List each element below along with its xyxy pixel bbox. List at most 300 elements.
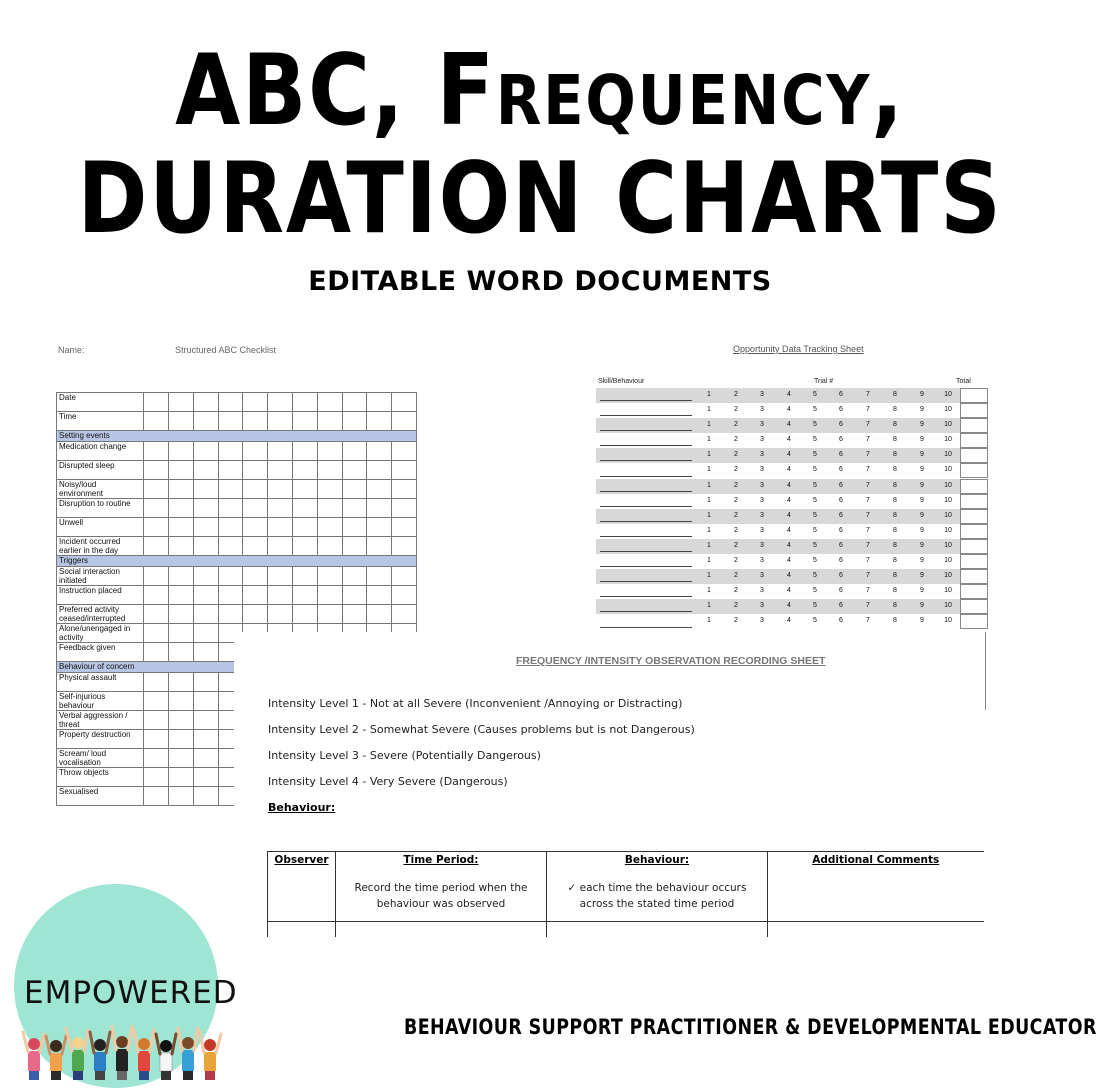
trial-number[interactable]: 10	[944, 421, 952, 429]
trial-number[interactable]: 4	[787, 406, 791, 414]
trial-number[interactable]: 6	[839, 526, 843, 534]
total-box[interactable]	[960, 584, 988, 599]
abc-check-cell[interactable]	[367, 499, 392, 518]
trial-number[interactable]: 1	[707, 451, 711, 459]
total-box[interactable]	[960, 418, 988, 433]
trial-number[interactable]: 9	[920, 436, 924, 444]
abc-check-cell[interactable]	[342, 461, 367, 480]
abc-check-cell[interactable]	[243, 393, 268, 412]
total-box[interactable]	[960, 403, 988, 418]
abc-check-cell[interactable]	[292, 499, 317, 518]
abc-check-cell[interactable]	[268, 586, 293, 605]
abc-check-cell[interactable]	[144, 442, 169, 461]
trial-number[interactable]: 1	[707, 496, 711, 504]
trial-number[interactable]: 3	[760, 587, 764, 595]
trial-number[interactable]: 5	[813, 587, 817, 595]
trial-number[interactable]: 2	[734, 572, 738, 580]
trial-number[interactable]: 6	[839, 572, 843, 580]
abc-check-cell[interactable]	[218, 442, 243, 461]
trial-number[interactable]: 9	[920, 451, 924, 459]
abc-check-cell[interactable]	[392, 393, 417, 412]
skill-entry-line[interactable]	[600, 596, 692, 597]
abc-check-cell[interactable]	[392, 567, 417, 586]
comments-cell[interactable]	[768, 922, 984, 937]
trial-number[interactable]: 7	[866, 602, 870, 610]
abc-check-cell[interactable]	[342, 499, 367, 518]
trial-number[interactable]: 3	[760, 481, 764, 489]
skill-entry-line[interactable]	[600, 430, 692, 431]
total-box[interactable]	[960, 524, 988, 539]
trial-number[interactable]: 9	[920, 526, 924, 534]
abc-check-cell[interactable]	[144, 624, 169, 643]
skill-entry-line[interactable]	[600, 627, 692, 628]
abc-check-cell[interactable]	[144, 673, 169, 692]
trial-number[interactable]: 7	[866, 511, 870, 519]
trial-number[interactable]: 5	[813, 406, 817, 414]
abc-check-cell[interactable]	[392, 499, 417, 518]
trial-number[interactable]: 5	[813, 451, 817, 459]
trial-number[interactable]: 9	[920, 587, 924, 595]
skill-entry-line[interactable]	[600, 476, 692, 477]
trial-number[interactable]: 4	[787, 391, 791, 398]
trial-number[interactable]: 6	[839, 541, 843, 549]
trial-number[interactable]: 2	[734, 511, 738, 519]
abc-check-cell[interactable]	[392, 480, 417, 499]
trial-number[interactable]: 6	[839, 466, 843, 474]
trial-number[interactable]: 7	[866, 436, 870, 444]
trial-number[interactable]: 4	[787, 466, 791, 474]
trial-number[interactable]: 8	[893, 496, 897, 504]
trial-number[interactable]: 10	[944, 526, 952, 534]
abc-check-cell[interactable]	[144, 586, 169, 605]
trial-number[interactable]: 2	[734, 451, 738, 459]
trial-number[interactable]: 5	[813, 602, 817, 610]
total-box[interactable]	[960, 509, 988, 524]
abc-check-cell[interactable]	[144, 711, 169, 730]
abc-check-cell[interactable]	[193, 586, 218, 605]
trial-number[interactable]: 3	[760, 451, 764, 459]
trial-number[interactable]: 5	[813, 466, 817, 474]
abc-check-cell[interactable]	[169, 461, 194, 480]
trial-number[interactable]: 10	[944, 451, 952, 459]
trial-number[interactable]: 8	[893, 406, 897, 414]
abc-check-cell[interactable]	[169, 393, 194, 412]
trial-number[interactable]: 9	[920, 617, 924, 625]
abc-check-cell[interactable]	[193, 787, 218, 806]
trial-number[interactable]: 4	[787, 602, 791, 610]
skill-entry-line[interactable]	[600, 400, 692, 401]
total-box[interactable]	[960, 539, 988, 554]
abc-check-cell[interactable]	[193, 730, 218, 749]
trial-number[interactable]: 8	[893, 526, 897, 534]
abc-check-cell[interactable]	[292, 605, 317, 624]
abc-check-cell[interactable]	[169, 586, 194, 605]
trial-number[interactable]: 2	[734, 526, 738, 534]
trial-number[interactable]: 4	[787, 617, 791, 625]
abc-check-cell[interactable]	[292, 442, 317, 461]
abc-check-cell[interactable]	[193, 567, 218, 586]
abc-check-cell[interactable]	[144, 643, 169, 662]
trial-number[interactable]: 7	[866, 451, 870, 459]
trial-number[interactable]: 3	[760, 557, 764, 565]
trial-number[interactable]: 9	[920, 421, 924, 429]
trial-number[interactable]: 7	[866, 466, 870, 474]
abc-check-cell[interactable]	[193, 692, 218, 711]
abc-check-cell[interactable]	[268, 567, 293, 586]
trial-number[interactable]: 3	[760, 602, 764, 610]
abc-check-cell[interactable]	[392, 586, 417, 605]
abc-check-cell[interactable]	[292, 537, 317, 556]
trial-number[interactable]: 9	[920, 466, 924, 474]
abc-check-cell[interactable]	[292, 567, 317, 586]
total-box[interactable]	[960, 479, 988, 494]
trial-number[interactable]: 2	[734, 466, 738, 474]
abc-check-cell[interactable]	[193, 643, 218, 662]
trial-number[interactable]: 3	[760, 617, 764, 625]
trial-number[interactable]: 3	[760, 496, 764, 504]
abc-check-cell[interactable]	[218, 586, 243, 605]
abc-check-cell[interactable]	[367, 480, 392, 499]
abc-check-cell[interactable]	[218, 537, 243, 556]
trial-number[interactable]: 10	[944, 541, 952, 549]
trial-number[interactable]: 3	[760, 436, 764, 444]
trial-number[interactable]: 2	[734, 617, 738, 625]
trial-number[interactable]: 8	[893, 541, 897, 549]
skill-entry-line[interactable]	[600, 611, 692, 612]
trial-number[interactable]: 3	[760, 526, 764, 534]
abc-check-cell[interactable]	[243, 499, 268, 518]
abc-check-cell[interactable]	[342, 480, 367, 499]
abc-check-cell[interactable]	[268, 412, 293, 431]
abc-check-cell[interactable]	[367, 412, 392, 431]
abc-check-cell[interactable]	[268, 461, 293, 480]
abc-check-cell[interactable]	[218, 518, 243, 537]
trial-number[interactable]: 8	[893, 436, 897, 444]
abc-check-cell[interactable]	[292, 586, 317, 605]
abc-check-cell[interactable]	[243, 442, 268, 461]
abc-check-cell[interactable]	[317, 537, 342, 556]
trial-number[interactable]: 6	[839, 617, 843, 625]
trial-number[interactable]: 6	[839, 557, 843, 565]
trial-number[interactable]: 10	[944, 587, 952, 595]
trial-number[interactable]: 7	[866, 406, 870, 414]
trial-number[interactable]: 4	[787, 421, 791, 429]
trial-number[interactable]: 4	[787, 526, 791, 534]
abc-check-cell[interactable]	[268, 393, 293, 412]
abc-check-cell[interactable]	[268, 605, 293, 624]
trial-number[interactable]: 9	[920, 481, 924, 489]
abc-check-cell[interactable]	[193, 768, 218, 787]
abc-check-cell[interactable]	[243, 605, 268, 624]
abc-check-cell[interactable]	[169, 480, 194, 499]
trial-number[interactable]: 8	[893, 391, 897, 398]
abc-check-cell[interactable]	[243, 461, 268, 480]
trial-number[interactable]: 7	[866, 391, 870, 398]
abc-check-cell[interactable]	[268, 537, 293, 556]
trial-number[interactable]: 2	[734, 481, 738, 489]
trial-number[interactable]: 1	[707, 511, 711, 519]
trial-number[interactable]: 8	[893, 481, 897, 489]
trial-number[interactable]: 5	[813, 511, 817, 519]
abc-check-cell[interactable]	[218, 393, 243, 412]
trial-number[interactable]: 4	[787, 481, 791, 489]
abc-check-cell[interactable]	[342, 442, 367, 461]
abc-check-cell[interactable]	[317, 499, 342, 518]
skill-entry-line[interactable]	[600, 445, 692, 446]
skill-entry-line[interactable]	[600, 536, 692, 537]
trial-number[interactable]: 2	[734, 496, 738, 504]
skill-entry-line[interactable]	[600, 506, 692, 507]
abc-check-cell[interactable]	[169, 787, 194, 806]
trial-number[interactable]: 3	[760, 541, 764, 549]
abc-check-cell[interactable]	[193, 749, 218, 768]
abc-check-cell[interactable]	[144, 768, 169, 787]
trial-number[interactable]: 4	[787, 572, 791, 580]
abc-check-cell[interactable]	[169, 730, 194, 749]
abc-check-cell[interactable]	[268, 499, 293, 518]
abc-check-cell[interactable]	[317, 605, 342, 624]
trial-number[interactable]: 1	[707, 481, 711, 489]
trial-number[interactable]: 3	[760, 406, 764, 414]
abc-check-cell[interactable]	[169, 412, 194, 431]
abc-check-cell[interactable]	[342, 567, 367, 586]
trial-number[interactable]: 7	[866, 557, 870, 565]
abc-check-cell[interactable]	[392, 605, 417, 624]
abc-check-cell[interactable]	[218, 605, 243, 624]
trial-number[interactable]: 3	[760, 572, 764, 580]
trial-number[interactable]: 10	[944, 406, 952, 414]
time-period-cell[interactable]	[336, 922, 547, 937]
trial-number[interactable]: 6	[839, 391, 843, 398]
abc-check-cell[interactable]	[169, 605, 194, 624]
abc-check-cell[interactable]	[317, 461, 342, 480]
abc-check-cell[interactable]	[193, 537, 218, 556]
trial-number[interactable]: 5	[813, 557, 817, 565]
trial-number[interactable]: 6	[839, 511, 843, 519]
abc-check-cell[interactable]	[193, 461, 218, 480]
skill-entry-line[interactable]	[600, 460, 692, 461]
trial-number[interactable]: 6	[839, 481, 843, 489]
trial-number[interactable]: 5	[813, 617, 817, 625]
trial-number[interactable]: 4	[787, 511, 791, 519]
abc-check-cell[interactable]	[243, 518, 268, 537]
abc-check-cell[interactable]	[144, 537, 169, 556]
abc-check-cell[interactable]	[392, 412, 417, 431]
abc-check-cell[interactable]	[193, 480, 218, 499]
abc-check-cell[interactable]	[367, 393, 392, 412]
abc-check-cell[interactable]	[243, 537, 268, 556]
abc-check-cell[interactable]	[292, 461, 317, 480]
abc-check-cell[interactable]	[268, 442, 293, 461]
abc-check-cell[interactable]	[317, 442, 342, 461]
abc-check-cell[interactable]	[169, 567, 194, 586]
trial-number[interactable]: 9	[920, 391, 924, 398]
trial-number[interactable]: 1	[707, 391, 711, 398]
trial-number[interactable]: 2	[734, 587, 738, 595]
trial-number[interactable]: 6	[839, 421, 843, 429]
abc-check-cell[interactable]	[193, 393, 218, 412]
trial-number[interactable]: 4	[787, 436, 791, 444]
abc-check-cell[interactable]	[268, 480, 293, 499]
abc-check-cell[interactable]	[144, 567, 169, 586]
abc-check-cell[interactable]	[342, 586, 367, 605]
abc-check-cell[interactable]	[392, 461, 417, 480]
trial-number[interactable]: 2	[734, 602, 738, 610]
abc-check-cell[interactable]	[193, 605, 218, 624]
abc-check-cell[interactable]	[193, 412, 218, 431]
abc-check-cell[interactable]	[218, 567, 243, 586]
trial-number[interactable]: 10	[944, 617, 952, 625]
abc-check-cell[interactable]	[144, 499, 169, 518]
skill-entry-line[interactable]	[600, 415, 692, 416]
total-box[interactable]	[960, 448, 988, 463]
trial-number[interactable]: 5	[813, 541, 817, 549]
abc-check-cell[interactable]	[218, 461, 243, 480]
abc-check-cell[interactable]	[367, 605, 392, 624]
trial-number[interactable]: 7	[866, 526, 870, 534]
abc-check-cell[interactable]	[144, 787, 169, 806]
abc-check-cell[interactable]	[317, 586, 342, 605]
trial-number[interactable]: 5	[813, 481, 817, 489]
abc-check-cell[interactable]	[193, 499, 218, 518]
abc-check-cell[interactable]	[169, 499, 194, 518]
trial-number[interactable]: 8	[893, 557, 897, 565]
abc-check-cell[interactable]	[169, 711, 194, 730]
abc-check-cell[interactable]	[243, 480, 268, 499]
behaviour-cell[interactable]	[547, 922, 768, 937]
trial-number[interactable]: 8	[893, 421, 897, 429]
abc-check-cell[interactable]	[342, 605, 367, 624]
trial-number[interactable]: 9	[920, 572, 924, 580]
trial-number[interactable]: 10	[944, 602, 952, 610]
total-box[interactable]	[960, 388, 988, 403]
trial-number[interactable]: 2	[734, 557, 738, 565]
trial-number[interactable]: 7	[866, 587, 870, 595]
abc-check-cell[interactable]	[367, 518, 392, 537]
abc-check-cell[interactable]	[367, 586, 392, 605]
trial-number[interactable]: 5	[813, 391, 817, 398]
trial-number[interactable]: 6	[839, 496, 843, 504]
abc-check-cell[interactable]	[317, 412, 342, 431]
trial-number[interactable]: 10	[944, 572, 952, 580]
trial-number[interactable]: 7	[866, 421, 870, 429]
abc-check-cell[interactable]	[367, 442, 392, 461]
abc-check-cell[interactable]	[292, 412, 317, 431]
abc-check-cell[interactable]	[392, 518, 417, 537]
trial-number[interactable]: 7	[866, 481, 870, 489]
trial-number[interactable]: 5	[813, 572, 817, 580]
abc-check-cell[interactable]	[342, 393, 367, 412]
trial-number[interactable]: 5	[813, 421, 817, 429]
trial-number[interactable]: 4	[787, 496, 791, 504]
total-box[interactable]	[960, 554, 988, 569]
trial-number[interactable]: 3	[760, 421, 764, 429]
trial-number[interactable]: 7	[866, 617, 870, 625]
abc-check-cell[interactable]	[292, 518, 317, 537]
trial-number[interactable]: 1	[707, 406, 711, 414]
skill-entry-line[interactable]	[600, 551, 692, 552]
abc-check-cell[interactable]	[144, 461, 169, 480]
trial-number[interactable]: 1	[707, 526, 711, 534]
trial-number[interactable]: 2	[734, 406, 738, 414]
trial-number[interactable]: 4	[787, 541, 791, 549]
abc-check-cell[interactable]	[317, 518, 342, 537]
trial-number[interactable]: 6	[839, 406, 843, 414]
abc-check-cell[interactable]	[193, 673, 218, 692]
trial-number[interactable]: 9	[920, 541, 924, 549]
abc-check-cell[interactable]	[367, 461, 392, 480]
trial-number[interactable]: 8	[893, 602, 897, 610]
trial-number[interactable]: 7	[866, 496, 870, 504]
abc-check-cell[interactable]	[218, 499, 243, 518]
trial-number[interactable]: 2	[734, 436, 738, 444]
abc-check-cell[interactable]	[144, 730, 169, 749]
total-box[interactable]	[960, 599, 988, 614]
trial-number[interactable]: 9	[920, 602, 924, 610]
abc-check-cell[interactable]	[367, 537, 392, 556]
trial-number[interactable]: 1	[707, 436, 711, 444]
trial-number[interactable]: 3	[760, 511, 764, 519]
abc-check-cell[interactable]	[342, 518, 367, 537]
trial-number[interactable]: 8	[893, 466, 897, 474]
trial-number[interactable]: 5	[813, 496, 817, 504]
trial-number[interactable]: 1	[707, 587, 711, 595]
trial-number[interactable]: 10	[944, 511, 952, 519]
abc-check-cell[interactable]	[342, 537, 367, 556]
skill-entry-line[interactable]	[600, 521, 692, 522]
trial-number[interactable]: 1	[707, 602, 711, 610]
abc-check-cell[interactable]	[292, 480, 317, 499]
trial-number[interactable]: 5	[813, 436, 817, 444]
abc-check-cell[interactable]	[193, 711, 218, 730]
abc-check-cell[interactable]	[169, 749, 194, 768]
trial-number[interactable]: 2	[734, 421, 738, 429]
trial-number[interactable]: 8	[893, 587, 897, 595]
trial-number[interactable]: 9	[920, 406, 924, 414]
total-box[interactable]	[960, 569, 988, 584]
abc-check-cell[interactable]	[193, 518, 218, 537]
trial-number[interactable]: 1	[707, 557, 711, 565]
abc-check-cell[interactable]	[243, 586, 268, 605]
abc-check-cell[interactable]	[392, 537, 417, 556]
trial-number[interactable]: 9	[920, 496, 924, 504]
abc-check-cell[interactable]	[243, 412, 268, 431]
abc-check-cell[interactable]	[367, 567, 392, 586]
trial-number[interactable]: 1	[707, 421, 711, 429]
trial-number[interactable]: 8	[893, 511, 897, 519]
trial-number[interactable]: 3	[760, 466, 764, 474]
trial-number[interactable]: 7	[866, 572, 870, 580]
abc-check-cell[interactable]	[193, 442, 218, 461]
abc-check-cell[interactable]	[169, 518, 194, 537]
trial-number[interactable]: 6	[839, 587, 843, 595]
abc-check-cell[interactable]	[169, 624, 194, 643]
trial-number[interactable]: 1	[707, 572, 711, 580]
trial-number[interactable]: 4	[787, 451, 791, 459]
trial-number[interactable]: 10	[944, 436, 952, 444]
abc-check-cell[interactable]	[317, 480, 342, 499]
trial-number[interactable]: 1	[707, 617, 711, 625]
abc-check-cell[interactable]	[144, 480, 169, 499]
total-box[interactable]	[960, 433, 988, 448]
trial-number[interactable]: 10	[944, 391, 952, 398]
abc-check-cell[interactable]	[169, 768, 194, 787]
trial-number[interactable]: 8	[893, 451, 897, 459]
trial-number[interactable]: 2	[734, 391, 738, 398]
trial-number[interactable]: 2	[734, 541, 738, 549]
abc-check-cell[interactable]	[169, 442, 194, 461]
abc-check-cell[interactable]	[169, 643, 194, 662]
